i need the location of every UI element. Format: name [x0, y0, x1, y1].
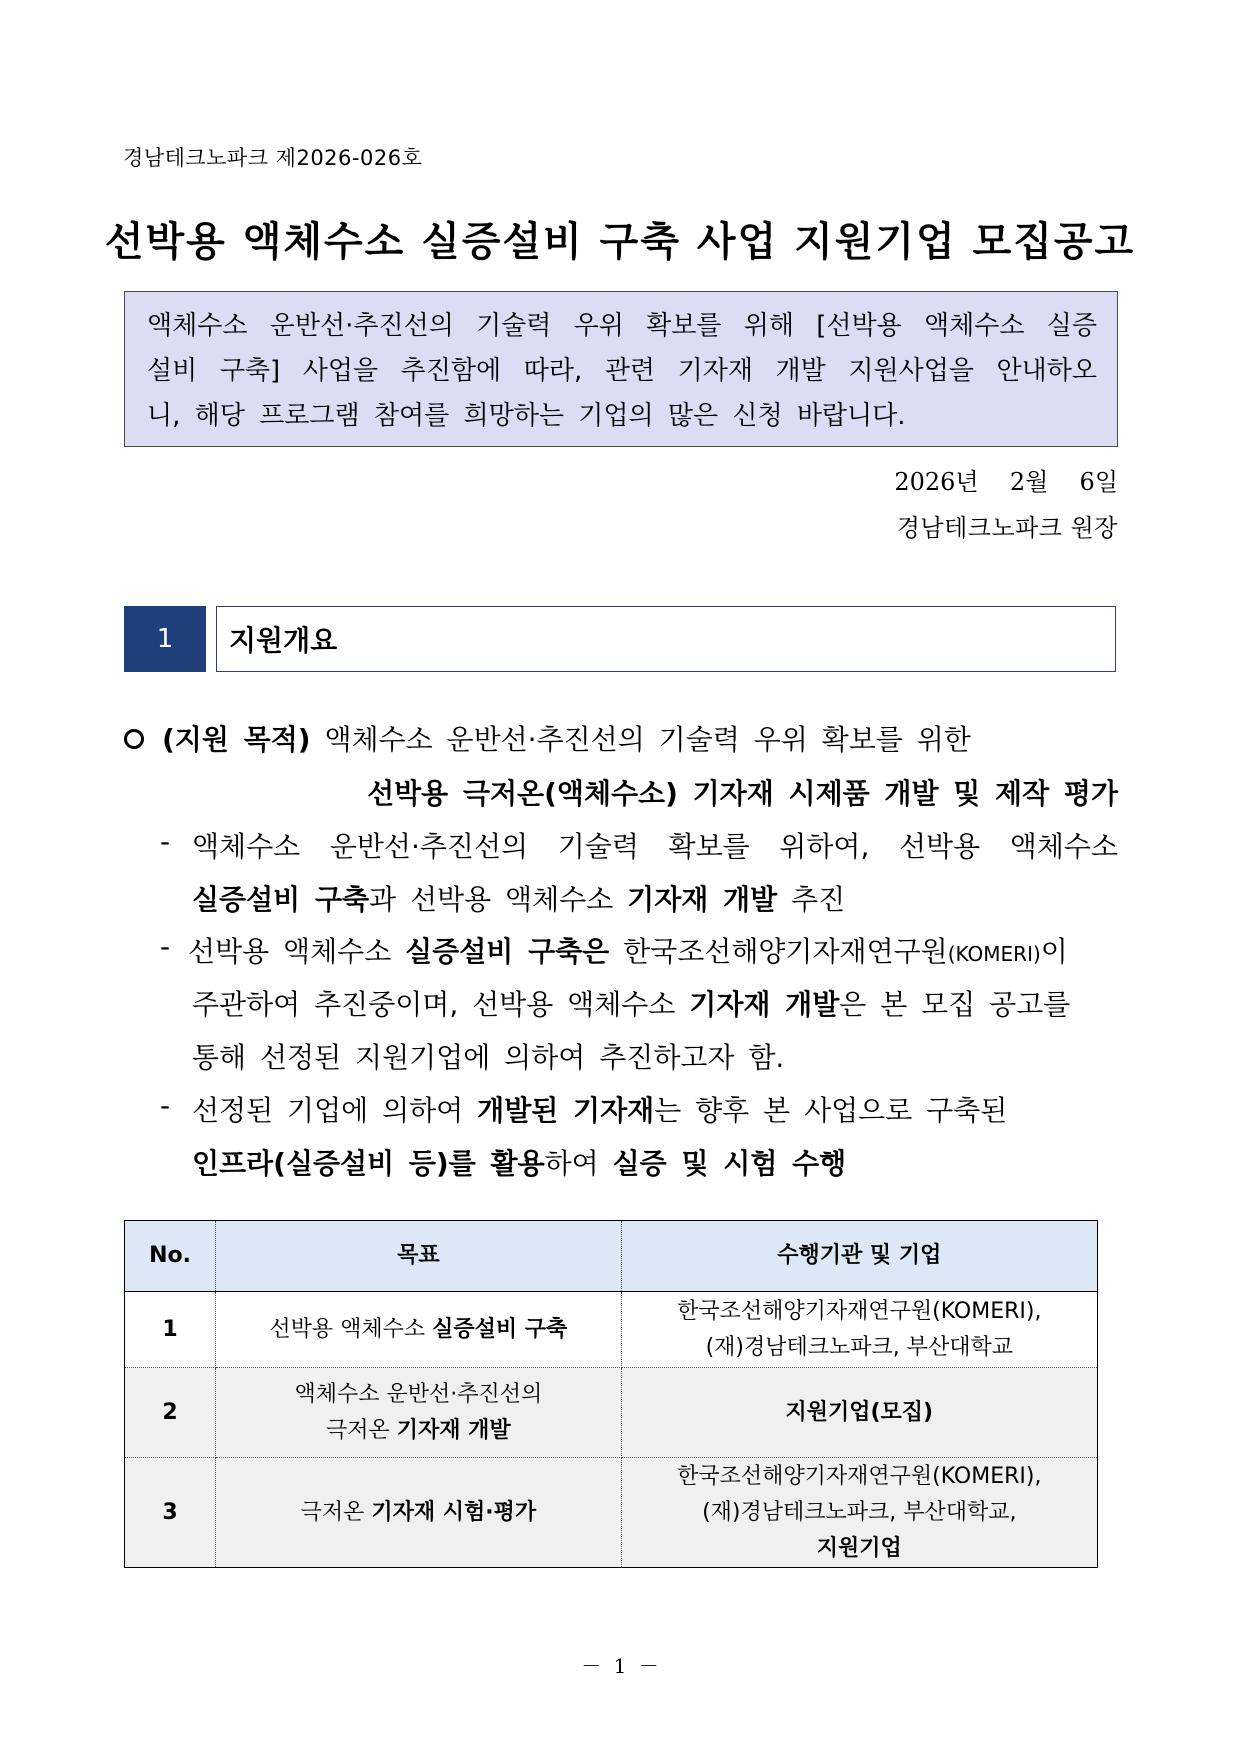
table-cell-org: 지원기업(모집)	[621, 1368, 1097, 1458]
page-title: 선박용 액체수소 실증설비 구축 사업 지원기업 모집공고	[104, 219, 1136, 265]
table-cell-no: 3	[125, 1458, 216, 1568]
dash-1-text-1: 과 선박용 액체수소	[369, 883, 628, 916]
dash-1-text-2: 추진	[777, 883, 846, 916]
goal-bold: 기자재 시험·평가	[371, 1499, 537, 1525]
table-row	[125, 1292, 1098, 1368]
issuer: 경남테크노파크 원장	[896, 514, 1118, 542]
dash-3-line-1	[192, 1089, 1007, 1129]
org-line-3: 지원기업	[816, 1535, 902, 1561]
dash-3-text-1: 선정된 기업에 의하여	[192, 1094, 478, 1127]
table-cell-org	[621, 1458, 1097, 1568]
purpose-text: 액체수소 운반선·추진선의 기술력 우위 확보를 위한	[310, 723, 971, 756]
table-header-row	[125, 1221, 1098, 1292]
summary-line-1: 액체수소 운반선·추진선의 기술력 우위 확보를 위해 [선박용 액체수소 실증	[147, 311, 1097, 341]
dash-2-line-2	[192, 983, 1070, 1023]
dash-1-line-1: 액체수소 운반선·추진선의 기술력 확보를 위하여, 선박용 액체수소	[192, 830, 1118, 863]
section-number: 1	[124, 606, 206, 672]
dash-3-bold-3: 실증 및 시험 수행	[612, 1147, 847, 1180]
dash-3-text-2: 는 향후 본 사업으로 구축된	[654, 1094, 1008, 1127]
goal-text: 선박용 액체수소	[269, 1316, 433, 1342]
table-header-goal: 목표	[216, 1221, 621, 1292]
table-cell-no: 2	[125, 1368, 216, 1458]
dash-2-text-3: 이	[1040, 935, 1068, 968]
org-line-1: 한국조선해양기자재연구원(KOMERI),	[677, 1463, 1042, 1489]
table-cell-goal	[216, 1292, 621, 1368]
dash-3-bold-2: 인프라(실증설비 등)를 활용	[192, 1147, 545, 1180]
goal-text: 극저온	[326, 1417, 397, 1443]
dash-3-line-2	[192, 1142, 846, 1182]
goal-bold: 기자재 개발	[396, 1417, 511, 1443]
page-number: － 1 －	[581, 1654, 659, 1678]
issue-date: 2026년 2월 6일	[894, 468, 1118, 496]
dash-2-text-5: 은 본 모집 공고를	[839, 988, 1071, 1021]
table-cell-no: 1	[125, 1292, 216, 1368]
dash-bullet-icon: -	[160, 1089, 171, 1122]
dash-2-bold-2: 기자재 개발	[689, 988, 840, 1021]
dash-1-bold-2: 기자재 개발	[627, 883, 778, 916]
dash-2-text-2: 한국조선해양기자재연구원	[609, 935, 948, 968]
summary-line-3: 니, 해당 프로그램 참여를 희망하는 기업의 많은 신청 바랍니다.	[147, 401, 906, 431]
document-number: 경남테크노파크 제2026-026호	[123, 146, 423, 170]
dash-3-bold-1: 개발된 기자재	[477, 1094, 655, 1127]
goal-bold: 실증설비 구축	[432, 1316, 568, 1342]
goal-text: 극저온	[300, 1499, 372, 1525]
dash-2-line-1	[188, 930, 1068, 970]
dash-bullet-icon: -	[160, 930, 171, 963]
dash-1-bold-1: 실증설비 구축	[192, 883, 370, 916]
table-header-org: 수행기관 및 기업	[621, 1221, 1097, 1292]
purpose-line-2: 선박용 극저온(액체수소) 기자재 시제품 개발 및 제작 평가	[367, 777, 1118, 810]
table-row	[125, 1368, 1098, 1458]
dash-1-line-2	[192, 878, 845, 918]
dash-2-bold-1: 실증설비 구축은	[405, 935, 610, 968]
circle-bullet-icon	[124, 729, 144, 749]
table-cell-org	[621, 1292, 1097, 1368]
dash-2-small: (KOMERI)	[947, 942, 1041, 966]
goal-line-1: 액체수소 운반선·추진선의	[294, 1381, 543, 1407]
table-row	[125, 1458, 1098, 1568]
org-line-2: (재)경남테크노파크, 부산대학교	[705, 1334, 1013, 1360]
dash-2-text-4: 주관하여 추진중이며, 선박용 액체수소	[192, 988, 690, 1021]
summary-box	[124, 291, 1118, 447]
dash-2-text-1: 선박용 액체수소	[188, 935, 406, 968]
table-cell-goal	[216, 1458, 621, 1568]
summary-line-2: 설비 구축] 사업을 추진함에 따라, 관련 기자재 개발 지원사업을 안내하오	[147, 356, 1097, 386]
dash-3-text-3: 하여	[544, 1147, 613, 1180]
org-line-1: 한국조선해양기자재연구원(KOMERI),	[677, 1298, 1042, 1324]
purpose-label: (지원 목적)	[162, 723, 311, 756]
dash-2-line-3: 통해 선정된 지원기업에 의하여 추진하고자 함.	[192, 1041, 785, 1074]
dash-bullet-icon: -	[160, 825, 171, 858]
section-title-text: 지원개요	[229, 624, 338, 657]
support-table	[124, 1220, 1098, 1568]
table-cell-goal	[216, 1368, 621, 1458]
section-title	[216, 606, 1116, 672]
org-line-2: (재)경남테크노파크, 부산대학교,	[702, 1499, 1017, 1525]
goal-line-2	[222, 1413, 614, 1449]
purpose-line-1	[162, 718, 971, 758]
table-header-no: No.	[125, 1221, 216, 1292]
